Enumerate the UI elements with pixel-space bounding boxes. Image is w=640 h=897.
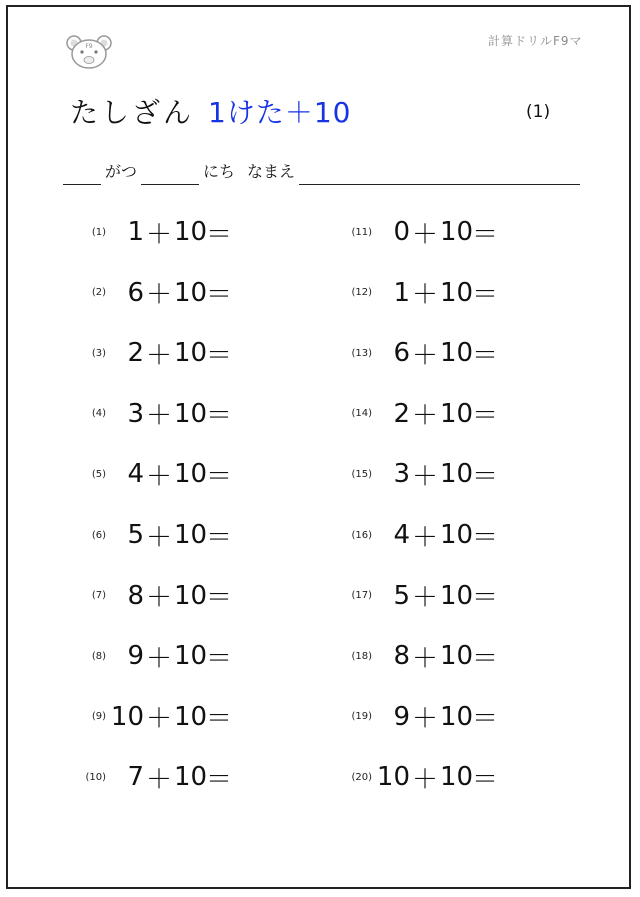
operand-b: 10: [440, 580, 474, 611]
title-sub: 1けた＋10: [208, 96, 352, 129]
operand-b: 10: [440, 338, 474, 369]
operand-a: 1: [393, 277, 410, 308]
problem-item: [70, 212, 232, 252]
equals-sign: ＝: [206, 401, 233, 432]
plus-sign: ＋: [411, 704, 438, 735]
problem-number: (17): [351, 590, 372, 602]
problem-expression: [110, 638, 232, 675]
brand-label: 計算ドリルF9マ: [488, 34, 583, 48]
operand-a: 2: [127, 338, 144, 369]
operand-b: 10: [174, 459, 208, 490]
operand-a: 8: [393, 641, 410, 672]
problem-number: (6): [91, 529, 106, 541]
operand-a: 6: [393, 338, 410, 369]
operand-b: 10: [174, 641, 208, 672]
operand-a: 0: [393, 217, 410, 247]
equals-sign: ＝: [206, 219, 233, 250]
operand-b: 10: [174, 398, 208, 429]
operand-a: 7: [127, 762, 144, 793]
problem-expression: [376, 395, 498, 432]
problem-expression: [110, 577, 232, 614]
plus-sign: ＋: [145, 704, 172, 735]
equals-sign: ＝: [206, 704, 233, 735]
problem-expression: [376, 517, 498, 554]
operand-a: 4: [127, 459, 144, 490]
equals-sign: ＝: [206, 764, 233, 795]
problem-expression: [376, 698, 498, 735]
operand-a: 9: [127, 641, 144, 672]
operand-b: 10: [440, 398, 474, 429]
month-field[interactable]: [63, 158, 101, 185]
problem-item: [70, 757, 232, 797]
operand-a: 6: [127, 277, 144, 308]
equals-sign: ＝: [206, 340, 233, 371]
equals-sign: ＝: [472, 643, 499, 674]
logo-text: F9: [85, 43, 93, 50]
problem-expression: [110, 759, 232, 796]
problem-item: [70, 697, 232, 737]
problem-item: [336, 636, 498, 676]
equals-sign: ＝: [206, 522, 233, 553]
problem-number: (20): [351, 771, 372, 783]
problem-number: (2): [91, 287, 106, 299]
problem-number: (7): [91, 590, 106, 602]
equals-sign: ＝: [472, 340, 499, 371]
problem-item: [336, 454, 498, 494]
problem-number: (11): [351, 226, 372, 238]
problem-number: (16): [351, 529, 372, 541]
title-main: たしざん: [70, 96, 195, 129]
operand-b: 10: [174, 762, 208, 793]
plus-sign: ＋: [411, 461, 438, 492]
date-name-row: [63, 157, 580, 185]
equals-sign: ＝: [206, 280, 233, 311]
problem-number: (13): [351, 347, 372, 359]
operand-b: 10: [440, 459, 474, 490]
operand-a: 1: [127, 217, 144, 247]
plus-sign: ＋: [411, 522, 438, 553]
problem-item: [70, 454, 232, 494]
problem-expression: [110, 517, 232, 554]
problem-item: [336, 576, 498, 616]
problem-expression: [110, 335, 232, 372]
name-label: なまえ: [247, 162, 296, 181]
problem-item: [70, 394, 232, 434]
problem-number: (19): [351, 711, 372, 723]
problem-number: (5): [91, 468, 106, 480]
problem-number: (8): [91, 650, 106, 662]
plus-sign: ＋: [411, 583, 438, 614]
problem-item: [70, 273, 232, 313]
bear-face-icon: [64, 31, 114, 71]
problem-item: [70, 576, 232, 616]
problem-expression: [376, 638, 498, 675]
operand-a: 5: [127, 520, 144, 550]
plus-sign: ＋: [145, 764, 172, 795]
plus-sign: ＋: [145, 340, 172, 371]
month-label: がつ: [105, 162, 138, 181]
day-label: にち: [203, 162, 236, 181]
operand-a: 5: [393, 580, 410, 611]
problem-number: (15): [351, 468, 372, 480]
equals-sign: ＝: [472, 583, 499, 614]
operand-b: 10: [440, 520, 474, 550]
plus-sign: ＋: [145, 522, 172, 553]
equals-sign: ＝: [472, 219, 499, 250]
equals-sign: ＝: [472, 764, 499, 795]
plus-sign: ＋: [145, 643, 172, 674]
operand-b: 10: [440, 641, 474, 672]
equals-sign: ＝: [206, 461, 233, 492]
operand-b: 10: [440, 701, 474, 732]
problem-item: [336, 697, 498, 737]
plus-sign: ＋: [145, 401, 172, 432]
plus-sign: ＋: [411, 643, 438, 674]
problem-number: (12): [351, 287, 372, 299]
equals-sign: ＝: [206, 643, 233, 674]
plus-sign: ＋: [145, 461, 172, 492]
operand-a: 10: [110, 701, 144, 732]
equals-sign: ＝: [472, 280, 499, 311]
problem-expression: [110, 698, 232, 735]
problem-number: (3): [91, 347, 106, 359]
plus-sign: ＋: [411, 219, 438, 250]
problem-item: [336, 394, 498, 434]
problem-item: [336, 333, 498, 373]
problem-expression: [110, 456, 232, 493]
problem-item: [70, 333, 232, 373]
plus-sign: ＋: [411, 340, 438, 371]
plus-sign: ＋: [145, 219, 172, 250]
problem-expression: [110, 395, 232, 432]
problem-expression: [376, 214, 498, 251]
equals-sign: ＝: [472, 522, 499, 553]
operand-b: 10: [440, 217, 474, 247]
problem-number: (1): [91, 226, 106, 238]
plus-sign: ＋: [411, 280, 438, 311]
operand-b: 10: [174, 580, 208, 611]
problem-expression: [110, 214, 232, 251]
operand-b: 10: [174, 338, 208, 369]
operand-a: 8: [127, 580, 144, 611]
operand-b: 10: [174, 701, 208, 732]
problem-number: (18): [351, 650, 372, 662]
problem-expression: [376, 577, 498, 614]
day-field[interactable]: [141, 158, 199, 185]
plus-sign: ＋: [411, 401, 438, 432]
operand-a: 2: [393, 398, 410, 429]
problem-expression: [376, 274, 498, 311]
problem-item: [70, 636, 232, 676]
operand-b: 10: [440, 277, 474, 308]
plus-sign: ＋: [145, 583, 172, 614]
operand-b: 10: [174, 277, 208, 308]
operand-a: 3: [393, 459, 410, 490]
operand-b: 10: [174, 217, 208, 247]
problem-item: [336, 757, 498, 797]
operand-a: 9: [393, 701, 410, 732]
problem-expression: [376, 335, 498, 372]
name-field[interactable]: [299, 158, 580, 185]
plus-sign: ＋: [411, 764, 438, 795]
problem-number: (9): [91, 711, 106, 723]
problem-item: [70, 515, 232, 555]
problem-expression: [376, 759, 498, 796]
operand-b: 10: [174, 520, 208, 550]
equals-sign: ＝: [206, 583, 233, 614]
problem-item: [336, 212, 498, 252]
sheet-number: (1): [526, 102, 551, 122]
operand-a: 3: [127, 398, 144, 429]
problem-number: (14): [351, 408, 372, 420]
equals-sign: ＝: [472, 704, 499, 735]
problem-number: (4): [91, 408, 106, 420]
problem-expression: [110, 274, 232, 311]
page-title: [70, 91, 351, 131]
problem-item: [336, 515, 498, 555]
problem-item: [336, 273, 498, 313]
operand-b: 10: [440, 762, 474, 793]
operand-a: 10: [376, 762, 410, 793]
problem-number: (10): [85, 771, 106, 783]
equals-sign: ＝: [472, 461, 499, 492]
plus-sign: ＋: [145, 280, 172, 311]
operand-a: 4: [393, 520, 410, 550]
problem-expression: [376, 456, 498, 493]
equals-sign: ＝: [472, 401, 499, 432]
worksheet-page: [6, 5, 631, 889]
